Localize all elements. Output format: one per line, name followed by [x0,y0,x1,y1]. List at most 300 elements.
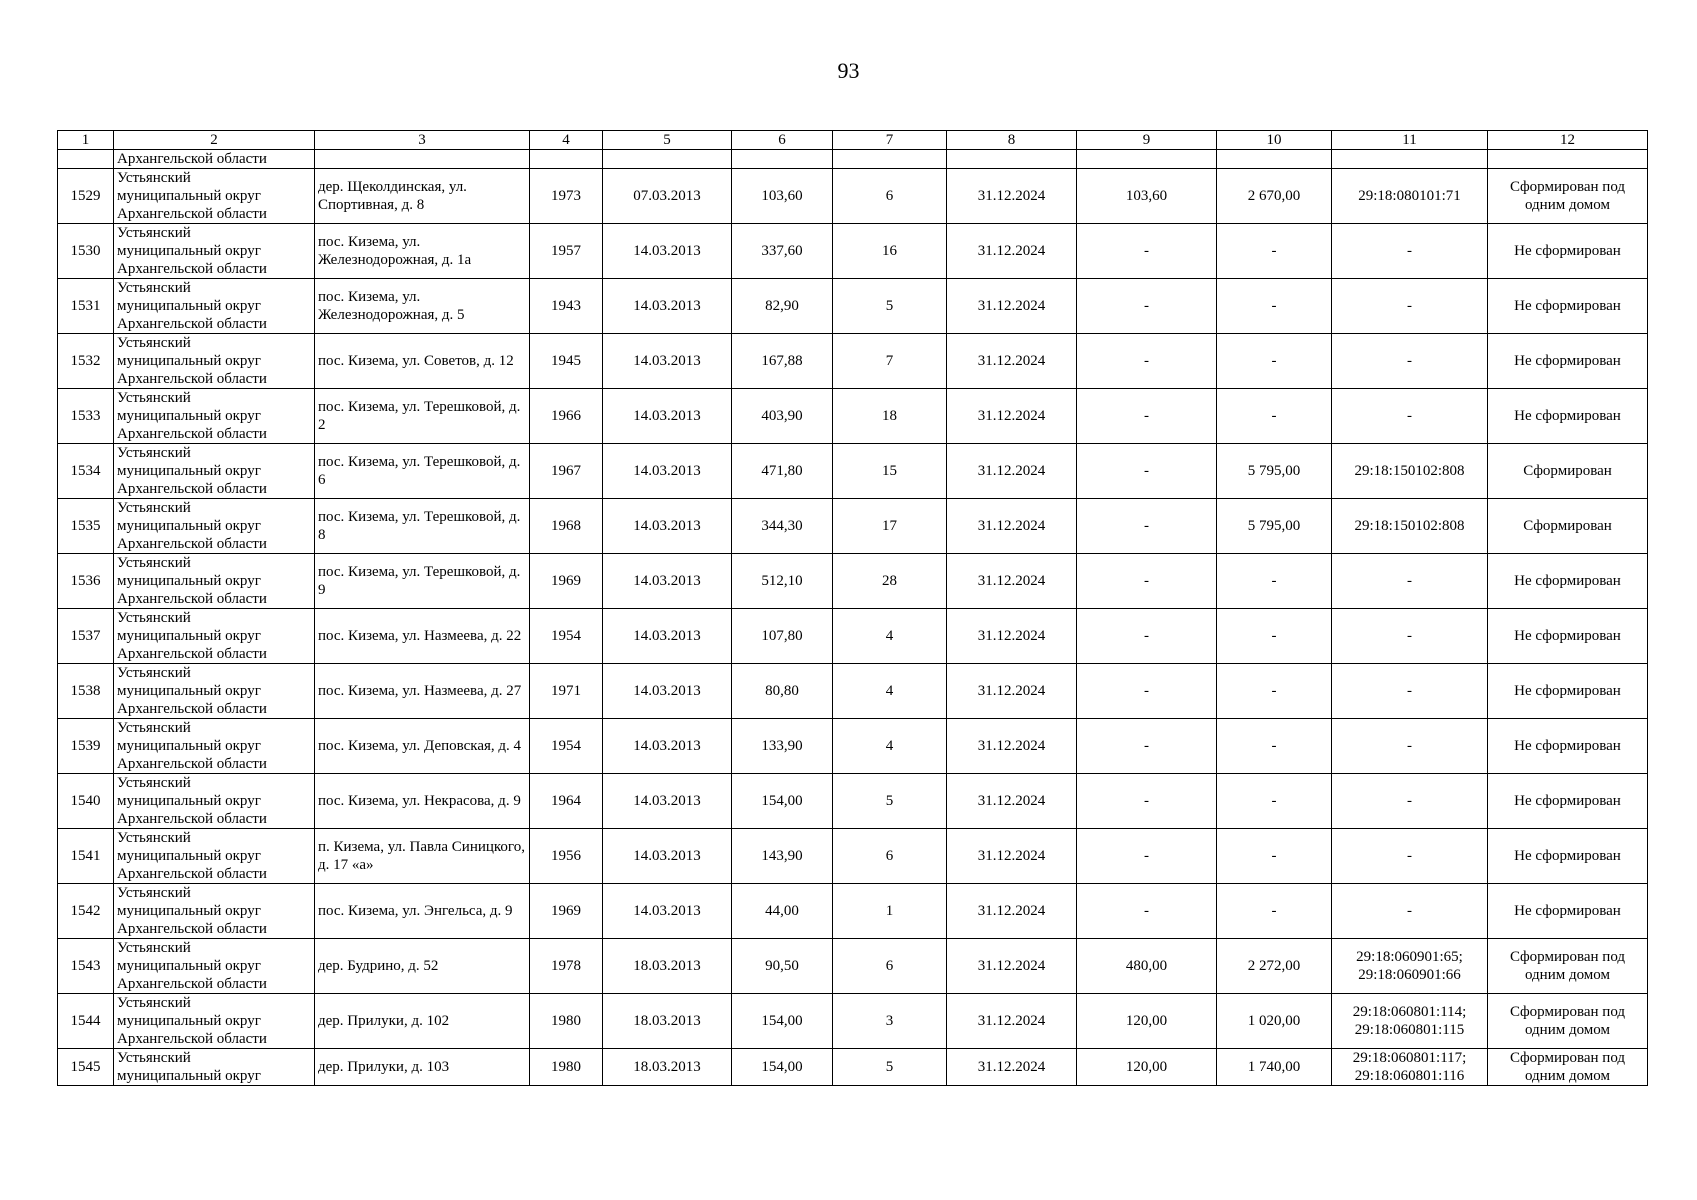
address-cell: дер. Щеколдинская, ул. Спортивная, д. 8 [315,169,530,224]
area-cell: 154,00 [732,994,833,1049]
table-row [58,939,1648,994]
deadline-cell: 31.12.2024 [947,774,1077,829]
municipality-line: Устьянский [117,225,191,241]
address-cell: пос. Кизема, ул. Терешковой, д. 6 [315,444,530,499]
land-area-total-cell: - [1217,224,1332,279]
residents-cell: 15 [833,444,947,499]
column-header: 3 [315,131,530,150]
cadastral-number: 29:18:060901:66 [1358,967,1461,983]
municipality-line: Архангельской области [117,976,267,992]
municipality-line: муниципальный округ [117,188,261,204]
table-row [58,499,1648,554]
municipality-cell [114,609,315,664]
year-cell: 1954 [530,609,603,664]
row-number-cell: 1543 [58,939,114,994]
status-cell: Сформирован [1488,499,1648,554]
cadastral-number-cell [1332,939,1488,994]
residents-cell: 17 [833,499,947,554]
municipality-line: Устьянский [117,940,191,956]
municipality-line: муниципальный округ [117,1013,261,1029]
table-row [58,1049,1648,1086]
cadastral-number: - [1407,353,1412,369]
date-cell: 14.03.2013 [603,664,732,719]
status-cell: Не сформирован [1488,774,1648,829]
cadastral-number-cell [1332,224,1488,279]
area-cell: 471,80 [732,444,833,499]
table-cell [1488,150,1648,169]
municipality-line: муниципальный округ [117,848,261,864]
address-cell: дер. Будрино, д. 52 [315,939,530,994]
row-number-cell: 1532 [58,334,114,389]
municipality-cell [114,444,315,499]
column-header: 4 [530,131,603,150]
residents-cell: 4 [833,609,947,664]
address-cell: п. Кизема, ул. Павла Синицкого, д. 17 «а» [315,829,530,884]
cadastral-number-cell [1332,609,1488,664]
year-cell: 1966 [530,389,603,444]
status-cell: Сформирован под одним домом [1488,994,1648,1049]
cadastral-number-cell [1332,884,1488,939]
table-cell [947,150,1077,169]
table-cell [315,150,530,169]
address-cell: пос. Кизема, ул. Железнодорожная, д. 1а [315,224,530,279]
municipality-line: Устьянский [117,500,191,516]
status-cell: Не сформирован [1488,224,1648,279]
year-cell: 1957 [530,224,603,279]
year-cell: 1968 [530,499,603,554]
cadastral-number-cell [1332,554,1488,609]
municipality-line: Устьянский [117,995,191,1011]
deadline-cell: 31.12.2024 [947,279,1077,334]
table-cell [1077,150,1217,169]
date-cell: 14.03.2013 [603,829,732,884]
table-row [58,609,1648,664]
cadastral-number-cell [1332,169,1488,224]
area-cell: 133,90 [732,719,833,774]
status-cell: Не сформирован [1488,884,1648,939]
row-number-cell: 1539 [58,719,114,774]
deadline-cell: 31.12.2024 [947,499,1077,554]
municipality-line: Устьянский [117,170,191,186]
status-cell: Не сформирован [1488,279,1648,334]
area-cell: 44,00 [732,884,833,939]
table-cell [1332,150,1488,169]
address-cell: пос. Кизема, ул. Назмеева, д. 22 [315,609,530,664]
cadastral-number-cell [1332,994,1488,1049]
area-cell: 512,10 [732,554,833,609]
land-area-total-cell: - [1217,664,1332,719]
municipality-line: Архангельской области [117,371,267,387]
land-area-cell: - [1077,609,1217,664]
municipality-cell [114,994,315,1049]
cadastral-number: - [1407,298,1412,314]
municipality-line: Устьянский [117,335,191,351]
address-cell: пос. Кизема, ул. Деповская, д. 4 [315,719,530,774]
column-header: 6 [732,131,833,150]
cadastral-number-cell [1332,389,1488,444]
land-area-cell: - [1077,719,1217,774]
column-header: 11 [1332,131,1488,150]
address-cell: пос. Кизема, ул. Назмеева, д. 27 [315,664,530,719]
column-header: 2 [114,131,315,150]
page-number: 93 [837,58,860,83]
date-cell: 07.03.2013 [603,169,732,224]
land-area-cell: - [1077,389,1217,444]
municipality-line: муниципальный округ [117,573,261,589]
row-number-cell: 1531 [58,279,114,334]
address-cell: дер. Прилуки, д. 103 [315,1049,530,1086]
area-cell: 103,60 [732,169,833,224]
table-cell [530,150,603,169]
land-area-total-cell: - [1217,554,1332,609]
municipality-line: Архангельской области [117,811,267,827]
date-cell: 18.03.2013 [603,1049,732,1086]
date-cell: 14.03.2013 [603,279,732,334]
residents-cell: 6 [833,829,947,884]
date-cell: 14.03.2013 [603,884,732,939]
land-area-total-cell: - [1217,279,1332,334]
status-cell: Не сформирован [1488,389,1648,444]
municipality-line: муниципальный округ [117,628,261,644]
municipality-line: Архангельской области [117,591,267,607]
land-area-total-cell: - [1217,829,1332,884]
row-number-cell: 1529 [58,169,114,224]
area-cell: 167,88 [732,334,833,389]
municipality-line: Архангельской области [117,426,267,442]
cadastral-number: - [1407,243,1412,259]
residents-cell: 16 [833,224,947,279]
status-cell: Не сформирован [1488,334,1648,389]
land-area-cell: - [1077,884,1217,939]
municipality-line: Архангельской области [117,316,267,332]
municipality-line: муниципальный округ [117,298,261,314]
status-cell: Сформирован под одним домом [1488,169,1648,224]
municipality-cell [114,939,315,994]
land-area-total-cell: 1 740,00 [1217,1049,1332,1086]
land-area-total-cell: - [1217,334,1332,389]
address-cell: пос. Кизема, ул. Терешковой, д. 9 [315,554,530,609]
area-cell: 344,30 [732,499,833,554]
table-row [58,389,1648,444]
column-header: 9 [1077,131,1217,150]
land-area-total-cell: - [1217,774,1332,829]
column-header: 8 [947,131,1077,150]
municipality-cell: Архангельской области [114,150,315,169]
municipality-line: Устьянский [117,830,191,846]
table-row [58,774,1648,829]
cadastral-number-cell [1332,444,1488,499]
year-cell: 1964 [530,774,603,829]
municipality-line: Архангельской области [117,536,267,552]
row-number-cell: 1535 [58,499,114,554]
municipality-line: муниципальный округ [117,353,261,369]
residents-cell: 28 [833,554,947,609]
column-header: 12 [1488,131,1648,150]
date-cell: 18.03.2013 [603,939,732,994]
status-cell: Не сформирован [1488,554,1648,609]
land-area-cell: - [1077,279,1217,334]
deadline-cell: 31.12.2024 [947,389,1077,444]
municipality-cell [114,169,315,224]
table-row [58,664,1648,719]
cadastral-number-cell [1332,1049,1488,1086]
cadastral-number-cell [1332,499,1488,554]
municipality-line: Архангельской области [117,756,267,772]
housing-registry-table [57,130,1648,1086]
table-row [58,884,1648,939]
cadastral-number: 29:18:080101:71 [1358,188,1461,204]
municipality-line: муниципальный округ [117,518,261,534]
municipality-cell [114,334,315,389]
table-row [58,829,1648,884]
cadastral-number: - [1407,848,1412,864]
land-area-cell: - [1077,444,1217,499]
date-cell: 14.03.2013 [603,444,732,499]
cadastral-number-cell [1332,829,1488,884]
cadastral-number: 29:18:060801:117; [1352,1050,1467,1066]
municipality-line: муниципальный округ [117,243,261,259]
address-cell: пос. Кизема, ул. Терешковой, д. 8 [315,499,530,554]
deadline-cell: 31.12.2024 [947,994,1077,1049]
municipality-cell [114,499,315,554]
table-row [58,169,1648,224]
date-cell: 14.03.2013 [603,389,732,444]
cadastral-number: 29:18:060801:114; [1352,1004,1467,1020]
address-cell: дер. Прилуки, д. 102 [315,994,530,1049]
date-cell: 14.03.2013 [603,774,732,829]
deadline-cell: 31.12.2024 [947,444,1077,499]
table-row [58,444,1648,499]
table-cell [58,150,114,169]
municipality-line: муниципальный округ [117,958,261,974]
status-cell: Не сформирован [1488,719,1648,774]
municipality-line: Архангельской области [117,481,267,497]
land-area-total-cell: - [1217,609,1332,664]
municipality-cell [114,884,315,939]
column-number-header-row [58,131,1648,150]
area-cell: 143,90 [732,829,833,884]
address-cell: пос. Кизема, ул. Железнодорожная, д. 5 [315,279,530,334]
municipality-line: Архангельской области [117,1031,267,1047]
row-number-cell: 1534 [58,444,114,499]
municipality-cell [114,1049,315,1086]
municipality-cell [114,829,315,884]
year-cell: 1973 [530,169,603,224]
cadastral-number: 29:18:060801:115 [1354,1022,1465,1038]
land-area-cell: - [1077,829,1217,884]
row-number-cell: 1541 [58,829,114,884]
row-number-cell: 1542 [58,884,114,939]
municipality-line: Устьянский [117,390,191,406]
table-row [58,224,1648,279]
status-cell: Сформирован под одним домом [1488,1049,1648,1086]
table-row [58,994,1648,1049]
address-cell: пос. Кизема, ул. Энгельса, д. 9 [315,884,530,939]
table-cell [1217,150,1332,169]
land-area-total-cell: - [1217,389,1332,444]
land-area-total-cell: - [1217,884,1332,939]
residents-cell: 18 [833,389,947,444]
municipality-line: муниципальный округ [117,1068,261,1084]
area-cell: 107,80 [732,609,833,664]
deadline-cell: 31.12.2024 [947,169,1077,224]
column-header: 7 [833,131,947,150]
area-cell: 82,90 [732,279,833,334]
cadastral-number: - [1407,903,1412,919]
municipality-line: Устьянский [117,280,191,296]
municipality-line: Архангельской области [117,206,267,222]
municipality-line: Устьянский [117,1050,191,1066]
cadastral-number: 29:18:060801:116 [1354,1068,1465,1084]
residents-cell: 4 [833,664,947,719]
cadastral-number-cell [1332,719,1488,774]
land-area-cell: - [1077,554,1217,609]
area-cell: 154,00 [732,1049,833,1086]
land-area-total-cell: 1 020,00 [1217,994,1332,1049]
municipality-line: муниципальный округ [117,463,261,479]
deadline-cell: 31.12.2024 [947,224,1077,279]
table-cell [732,150,833,169]
cadastral-number: - [1407,683,1412,699]
column-header: 10 [1217,131,1332,150]
cadastral-number: - [1407,408,1412,424]
municipality-line: Архангельской области [117,921,267,937]
area-cell: 403,90 [732,389,833,444]
municipality-line: муниципальный округ [117,408,261,424]
municipality-cell [114,279,315,334]
land-area-total-cell: 5 795,00 [1217,499,1332,554]
land-area-total-cell: 5 795,00 [1217,444,1332,499]
row-number-cell: 1537 [58,609,114,664]
table-row [58,279,1648,334]
cadastral-number: - [1407,628,1412,644]
residents-cell: 6 [833,169,947,224]
year-cell: 1980 [530,1049,603,1086]
table-cell [833,150,947,169]
residents-cell: 6 [833,939,947,994]
municipality-line: Архангельской области [117,646,267,662]
column-header: 5 [603,131,732,150]
cadastral-number-cell [1332,774,1488,829]
row-number-cell: 1530 [58,224,114,279]
area-cell: 90,50 [732,939,833,994]
date-cell: 14.03.2013 [603,609,732,664]
deadline-cell: 31.12.2024 [947,829,1077,884]
municipality-cell [114,224,315,279]
area-cell: 337,60 [732,224,833,279]
land-area-cell: - [1077,334,1217,389]
deadline-cell: 31.12.2024 [947,664,1077,719]
row-number-cell: 1545 [58,1049,114,1086]
land-area-cell: - [1077,664,1217,719]
cadastral-number: 29:18:150102:808 [1354,463,1465,479]
cadastral-number: 29:18:060901:65; [1356,949,1463,965]
land-area-cell: 120,00 [1077,1049,1217,1086]
date-cell: 14.03.2013 [603,719,732,774]
land-area-total-cell: 2 272,00 [1217,939,1332,994]
year-cell: 1954 [530,719,603,774]
area-cell: 80,80 [732,664,833,719]
municipality-cell [114,664,315,719]
deadline-cell: 31.12.2024 [947,1049,1077,1086]
municipality-line: Устьянский [117,665,191,681]
table-row [58,554,1648,609]
land-area-total-cell: 2 670,00 [1217,169,1332,224]
year-cell: 1978 [530,939,603,994]
municipality-line: Архангельской области [117,866,267,882]
municipality-line: Архангельской области [117,701,267,717]
residents-cell: 1 [833,884,947,939]
land-area-cell: 120,00 [1077,994,1217,1049]
municipality-cell [114,774,315,829]
municipality-line: муниципальный округ [117,903,261,919]
municipality-line: Устьянский [117,720,191,736]
table-row [58,719,1648,774]
municipality-line: муниципальный округ [117,738,261,754]
year-cell: 1967 [530,444,603,499]
table-row [58,334,1648,389]
area-cell: 154,00 [732,774,833,829]
land-area-cell: - [1077,499,1217,554]
year-cell: 1969 [530,884,603,939]
status-cell: Не сформирован [1488,609,1648,664]
cadastral-number-cell [1332,279,1488,334]
date-cell: 14.03.2013 [603,224,732,279]
year-cell: 1971 [530,664,603,719]
municipality-line: Устьянский [117,445,191,461]
row-number-cell: 1536 [58,554,114,609]
municipality-cell [114,389,315,444]
land-area-cell: - [1077,224,1217,279]
status-cell: Сформирован [1488,444,1648,499]
address-cell: пос. Кизема, ул. Советов, д. 12 [315,334,530,389]
date-cell: 14.03.2013 [603,554,732,609]
status-cell: Не сформирован [1488,664,1648,719]
residents-cell: 5 [833,774,947,829]
year-cell: 1969 [530,554,603,609]
date-cell: 14.03.2013 [603,334,732,389]
row-number-cell: 1533 [58,389,114,444]
municipality-cell [114,554,315,609]
status-cell: Сформирован под одним домом [1488,939,1648,994]
cadastral-number-cell [1332,334,1488,389]
continuation-row [58,150,1648,169]
year-cell: 1943 [530,279,603,334]
row-number-cell: 1538 [58,664,114,719]
deadline-cell: 31.12.2024 [947,939,1077,994]
land-area-total-cell: - [1217,719,1332,774]
table-cell [603,150,732,169]
residents-cell: 5 [833,1049,947,1086]
municipality-line: Архангельской области [117,261,267,277]
municipality-line: Устьянский [117,775,191,791]
municipality-line: Устьянский [117,610,191,626]
residents-cell: 3 [833,994,947,1049]
row-number-cell: 1540 [58,774,114,829]
year-cell: 1980 [530,994,603,1049]
address-cell: пос. Кизема, ул. Некрасова, д. 9 [315,774,530,829]
land-area-cell: 103,60 [1077,169,1217,224]
date-cell: 14.03.2013 [603,499,732,554]
cadastral-number-cell [1332,664,1488,719]
year-cell: 1956 [530,829,603,884]
column-header: 1 [58,131,114,150]
deadline-cell: 31.12.2024 [947,609,1077,664]
status-cell: Не сформирован [1488,829,1648,884]
municipality-line: Устьянский [117,885,191,901]
cadastral-number: 29:18:150102:808 [1354,518,1465,534]
land-area-cell: 480,00 [1077,939,1217,994]
